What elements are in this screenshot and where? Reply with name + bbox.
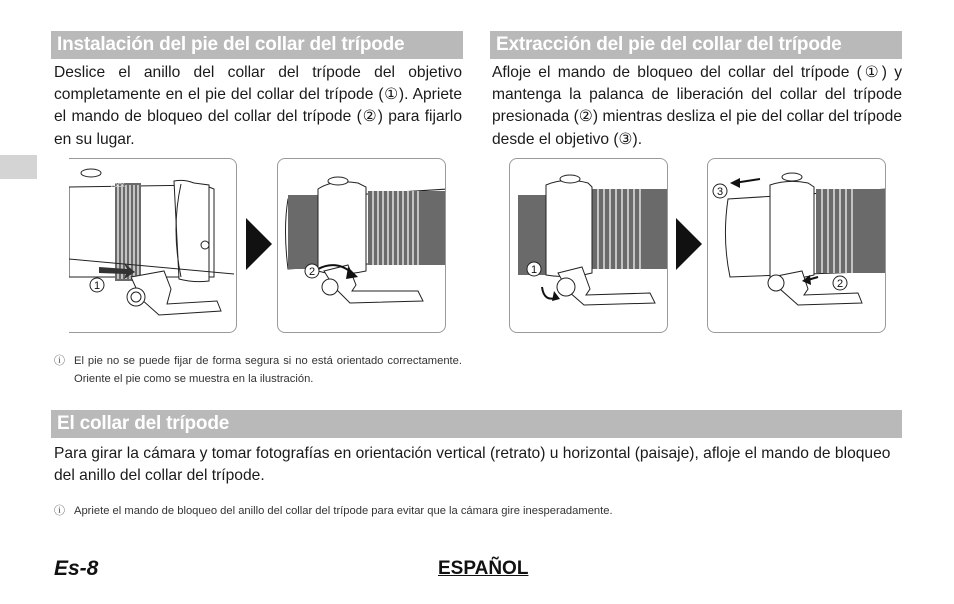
svg-text:2: 2	[308, 266, 316, 278]
removal-text: Afloje el mando de bloqueo del collar del trípode (①) y mantenga la palanca de liberación del collar del trípode presionada (②) mientras desliza el pie del collar del trípode desde el objetivo (③).	[492, 64, 902, 148]
lens-collar-illustration	[510, 159, 667, 332]
lens-collar-illustration	[69, 159, 236, 332]
next-step-arrow	[246, 218, 272, 270]
svg-text:LOCK: LOCK	[111, 183, 125, 189]
info-icon: ⓘ	[54, 505, 65, 517]
collar-note	[54, 502, 904, 520]
svg-text:1: 1	[93, 280, 101, 292]
next-step-arrow	[676, 218, 702, 270]
section-title-removal: Extracción del pie del collar del trípode	[490, 31, 902, 59]
lens-collar-illustration	[708, 159, 885, 332]
side-tab	[0, 155, 37, 179]
installation-note-text: El pie no se puede fijar de forma segura si no está orientado correctamente. Oriente el pie como se muestra en la ilustración.	[74, 355, 462, 385]
illustration-slide-collar	[69, 158, 237, 333]
illustration-loosen-knob	[509, 158, 668, 333]
collar-text: Para girar la cámara y tomar fotografías en orientación vertical (retrato) u horizontal (paisaje), afloje el mando de bloqueo del anillo del collar del trípode.	[54, 445, 891, 485]
svg-text:3: 3	[716, 186, 724, 198]
info-icon: ⓘ	[54, 355, 65, 367]
section-title-collar: El collar del trípode	[51, 410, 902, 438]
installation-text: Deslice el anillo del collar del trípode del objetivo completamente en el pie del collar del trípode (①). Apriete el mando de bloqueo del collar del trípode (②) para fijarlo en su lugar.	[54, 64, 462, 148]
collar-note-text: Apriete el mando de bloqueo del anillo del collar del trípode para evitar que la cámara gire inesperadamente.	[74, 505, 613, 517]
illustration-tighten-knob	[277, 158, 446, 333]
lens-collar-illustration	[278, 159, 445, 332]
svg-text:2: 2	[836, 278, 844, 290]
svg-text:1: 1	[530, 264, 538, 276]
language-label: ESPAÑOL	[438, 558, 529, 579]
section-title-installation: Instalación del pie del collar del trípode	[51, 31, 463, 59]
page-number: Es-8	[54, 557, 99, 580]
illustration-remove-foot	[707, 158, 886, 333]
installation-note	[54, 352, 462, 390]
